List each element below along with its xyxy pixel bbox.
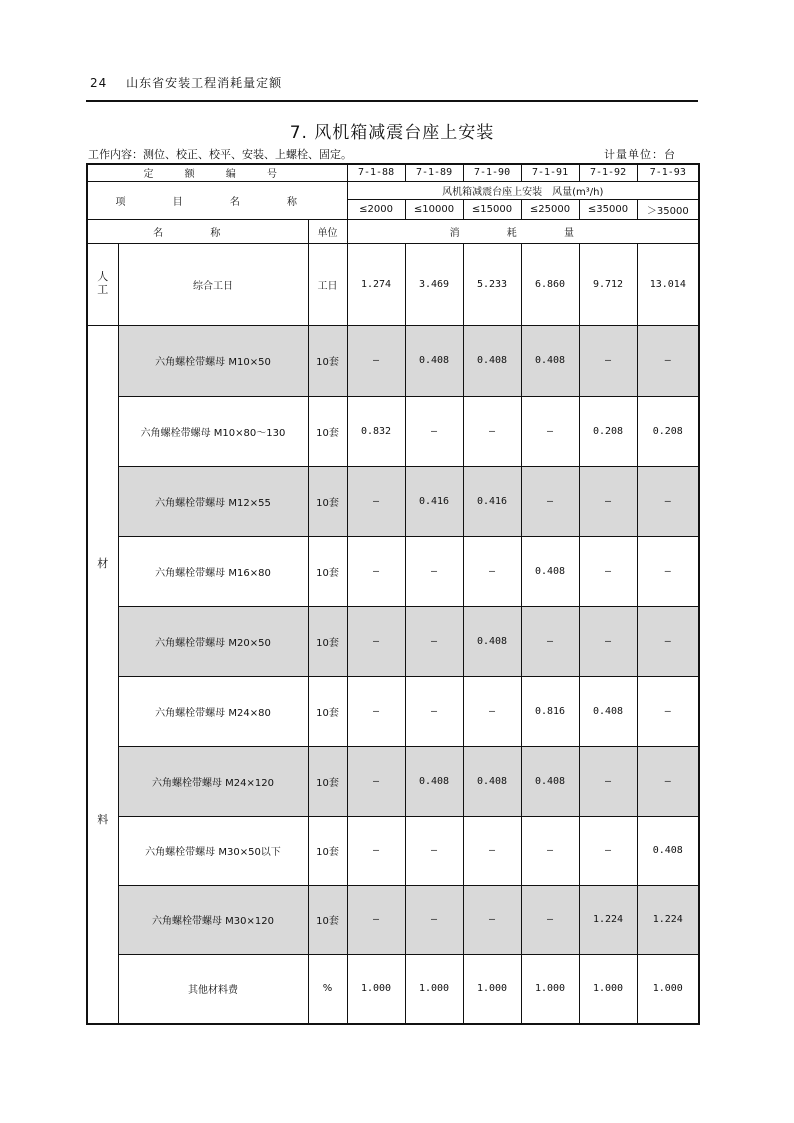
labor-value: 1.274 <box>347 243 405 325</box>
material-value: — <box>579 325 637 396</box>
material-value: — <box>637 746 699 816</box>
labor-category-text: 人工 <box>97 270 109 296</box>
material-value: — <box>347 885 405 954</box>
quota-code-label: 定 额 编 号 <box>87 164 347 181</box>
quota-code: 7-1-92 <box>579 164 637 181</box>
material-value: — <box>463 676 521 746</box>
material-value: — <box>405 396 463 466</box>
section-title: 7. 风机箱减震台座上安装 <box>289 123 495 143</box>
material-row <box>87 746 699 816</box>
material-name: 六角螺栓带螺母 M24×120 <box>118 746 308 816</box>
work-content: 工作内容：测位、校正、校平、安装、上螺栓、固定。 <box>88 148 352 161</box>
material-row <box>87 536 699 606</box>
material-value: 0.408 <box>521 746 579 816</box>
quota-code: 7-1-91 <box>521 164 579 181</box>
book-title: 山东省安装工程消耗量定额 <box>126 76 283 90</box>
material-name: 六角螺栓带螺母 M24×80 <box>118 676 308 746</box>
material-row <box>87 885 699 954</box>
materials-category <box>87 325 118 1024</box>
material-value: — <box>347 746 405 816</box>
quota-code: 7-1-89 <box>405 164 463 181</box>
material-value: — <box>637 325 699 396</box>
name-column-header: 名 称 <box>87 219 308 243</box>
labor-category <box>87 243 118 325</box>
item-name-label: 项 目 名 称 <box>87 181 347 219</box>
material-name: 六角螺栓带螺母 M10×50 <box>118 325 308 396</box>
material-value: — <box>405 885 463 954</box>
unit-column-header: 单位 <box>308 219 347 243</box>
material-value: — <box>405 816 463 885</box>
group-label: 风机箱减震台座上安装 风量(m³/h) <box>347 181 699 199</box>
material-value: 0.408 <box>521 536 579 606</box>
material-value: — <box>637 676 699 746</box>
material-value: — <box>637 606 699 676</box>
material-value: 1.000 <box>579 954 637 1024</box>
material-value: — <box>579 466 637 536</box>
material-unit: 10套 <box>308 746 347 816</box>
material-row <box>87 396 699 466</box>
header-rule <box>86 100 698 102</box>
range: ≤35000 <box>579 199 637 219</box>
material-unit: 10套 <box>308 466 347 536</box>
labor-unit: 工日 <box>308 243 347 325</box>
material-value: 0.408 <box>405 325 463 396</box>
material-name: 其他材料费 <box>118 954 308 1024</box>
material-value: 0.408 <box>463 606 521 676</box>
material-value: — <box>347 536 405 606</box>
quota-code: 7-1-90 <box>463 164 521 181</box>
material-value: 0.816 <box>521 676 579 746</box>
consumption-header: 消 耗 量 <box>347 219 699 243</box>
material-value: — <box>463 816 521 885</box>
material-row <box>87 676 699 746</box>
material-value: — <box>463 885 521 954</box>
material-unit: 10套 <box>308 536 347 606</box>
materials-category-top: 材 <box>97 556 109 570</box>
range: ≤2000 <box>347 199 405 219</box>
material-value: 1.000 <box>347 954 405 1024</box>
material-unit: % <box>308 954 347 1024</box>
material-row <box>87 606 699 676</box>
material-row <box>87 816 699 885</box>
material-value: 0.408 <box>521 325 579 396</box>
material-name: 六角螺栓带螺母 M30×120 <box>118 885 308 954</box>
material-value: 1.224 <box>637 885 699 954</box>
material-value: — <box>405 536 463 606</box>
material-value: — <box>579 816 637 885</box>
range: ＞35000 <box>637 199 699 219</box>
quota-code: 7-1-93 <box>637 164 699 181</box>
material-unit: 10套 <box>308 816 347 885</box>
material-value: 0.416 <box>405 466 463 536</box>
material-value: 0.408 <box>463 746 521 816</box>
material-value: 0.408 <box>637 816 699 885</box>
material-row <box>87 325 699 396</box>
material-value: — <box>579 606 637 676</box>
material-value: 0.208 <box>637 396 699 466</box>
material-unit: 10套 <box>308 606 347 676</box>
labor-value: 3.469 <box>405 243 463 325</box>
range: ≤15000 <box>463 199 521 219</box>
material-unit: 10套 <box>308 325 347 396</box>
page-header <box>90 74 282 91</box>
measurement-unit: 计量单位：台 <box>604 148 676 161</box>
material-row <box>87 954 699 1024</box>
material-value: 1.000 <box>463 954 521 1024</box>
material-value: — <box>521 885 579 954</box>
material-value: — <box>637 536 699 606</box>
material-value: — <box>579 536 637 606</box>
material-value: — <box>463 536 521 606</box>
material-value: — <box>347 466 405 536</box>
labor-value: 9.712 <box>579 243 637 325</box>
material-value: — <box>521 466 579 536</box>
material-value: 0.408 <box>405 746 463 816</box>
labor-value: 6.860 <box>521 243 579 325</box>
range: ≤25000 <box>521 199 579 219</box>
labor-row <box>87 243 699 325</box>
material-value: — <box>347 606 405 676</box>
material-value: 0.832 <box>347 396 405 466</box>
material-name: 六角螺栓带螺母 M30×50以下 <box>118 816 308 885</box>
material-value: — <box>347 676 405 746</box>
material-value: — <box>521 816 579 885</box>
material-value: 1.000 <box>637 954 699 1024</box>
labor-name: 综合工日 <box>118 243 308 325</box>
material-row <box>87 466 699 536</box>
material-value: 1.000 <box>521 954 579 1024</box>
material-value: 0.408 <box>579 676 637 746</box>
material-name: 六角螺栓带螺母 M20×50 <box>118 606 308 676</box>
material-name: 六角螺栓带螺母 M10×80～130 <box>118 396 308 466</box>
material-value: — <box>405 676 463 746</box>
material-value: — <box>637 466 699 536</box>
materials-category-bottom: 料 <box>97 812 109 826</box>
material-value: — <box>521 396 579 466</box>
material-value: — <box>463 396 521 466</box>
labor-value: 5.233 <box>463 243 521 325</box>
material-value: — <box>405 606 463 676</box>
material-value: — <box>347 816 405 885</box>
material-value: 1.224 <box>579 885 637 954</box>
material-value: — <box>579 746 637 816</box>
page-number: 24 <box>90 76 108 90</box>
material-name: 六角螺栓带螺母 M12×55 <box>118 466 308 536</box>
material-unit: 10套 <box>308 885 347 954</box>
material-value: 1.000 <box>405 954 463 1024</box>
material-unit: 10套 <box>308 676 347 746</box>
material-value: 0.408 <box>463 325 521 396</box>
material-value: — <box>347 325 405 396</box>
material-name: 六角螺栓带螺母 M16×80 <box>118 536 308 606</box>
labor-value: 13.014 <box>637 243 699 325</box>
material-value: 0.208 <box>579 396 637 466</box>
quota-table <box>86 163 700 1025</box>
range: ≤10000 <box>405 199 463 219</box>
material-value: — <box>521 606 579 676</box>
quota-code: 7-1-88 <box>347 164 405 181</box>
material-unit: 10套 <box>308 396 347 466</box>
material-value: 0.416 <box>463 466 521 536</box>
